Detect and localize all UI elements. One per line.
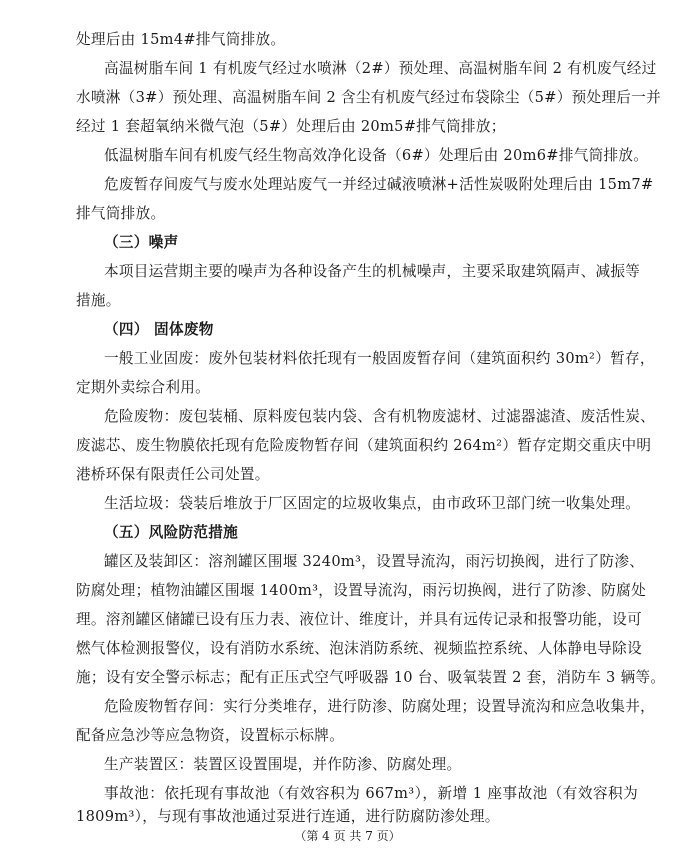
text-line: 一般工业固废：废外包装材料依托现有一般固废暂存间（建筑面积约 30m²）暂存，: [104, 350, 655, 367]
text-line: 生产装置区：装置区设置围堤，并作防渗、防腐处理。: [104, 756, 462, 773]
text-line: 罐区及装卸区：溶剂罐区围堰 3240m³，设置导流沟，雨污切换阀，进行了防渗、: [104, 553, 645, 570]
text-line: 排气筒排放。: [76, 205, 166, 222]
text-line: 配备应急沙等应急物资，设置标示标牌。: [76, 727, 345, 744]
text-line: 定期外卖综合利用。: [76, 379, 211, 396]
text-line: 燃气体检测报警仪，设有消防水系统、泡沫消防系统、视频监控系统、人体静电导除设: [76, 640, 642, 657]
text-line: 废滤芯、废生物膜依托现有危险废物暂存间（建筑面积约 264m²）暂存定期交重庆中明: [76, 437, 652, 454]
text-line: 处理后由 15m4#排气筒排放。: [76, 31, 286, 48]
text-line: 本项目运营期主要的噪声为各种设备产生的机械噪声，主要采取建筑隔声、减振等: [104, 263, 641, 280]
section-heading-noise: （三）噪声: [104, 234, 179, 251]
text-line: 危废暂存间废气与废水处理站废气一并经过碱液喷淋+活性炭吸附处理后由 15m7#: [104, 176, 654, 193]
text-line: 水喷淋（3#）预处理、高温树脂车间 2 含尘有机废气经过布袋除尘（5#）预处理后一并: [76, 89, 661, 106]
text-line: 事故池：依托现有事故池（有效容积为 667m³），新增 1 座事故池（有效容积为: [104, 785, 638, 802]
text-line: 1809m³），与现有事故池通过泵进行连通，进行防腐防渗处理。: [76, 808, 500, 825]
text-line: 防腐处理；植物油罐区围堰 1400m³，设置导流沟，雨污切换阀，进行了防渗、防腐处: [76, 582, 646, 599]
text-line: 低温树脂车间有机废气经生物高效净化设备（6#）处理后由 20m6#排气筒排放。: [104, 147, 649, 164]
text-line: 措施。: [76, 292, 121, 309]
text-line: 经过 1 套超氧纳米微气泡（5#）处理后由 20m5#排气筒排放；: [76, 118, 506, 135]
section-heading-risk-prevention: （五）风险防范措施: [104, 524, 239, 541]
text-line: 港桥环保有限责任公司处置。: [76, 466, 270, 483]
text-line: 危险废物暂存间：实行分类堆存，进行防渗、防腐处理；设置导流沟和应急收集井，: [104, 698, 656, 715]
text-line: 理。溶剂罐区储罐已设有压力表、液位计、维度计，并具有远传记录和报警功能，设可: [76, 611, 642, 628]
text-line: 危险废物：废包装桶、原料废包装内袋、含有机物废滤材、过滤器滤渣、废活性炭、: [104, 408, 656, 425]
text-line: 高温树脂车间 1 有机废气经过水喷淋（2#）预处理、高温树脂车间 2 有机废气经过: [104, 60, 657, 77]
text-line: 施；设有安全警示标志；配有正压式空气呼吸器 10 台、吸氧装置 2 套，消防车 3 辆等。: [76, 669, 666, 686]
section-heading-solid-waste: （四） 固体废物: [104, 321, 214, 338]
text-line: 生活垃圾：袋装后堆放于厂区固定的垃圾收集点，由市政环卫部门统一收集处理。: [104, 495, 641, 512]
page-footer: （第 4 页 共 7 页）: [294, 829, 401, 843]
